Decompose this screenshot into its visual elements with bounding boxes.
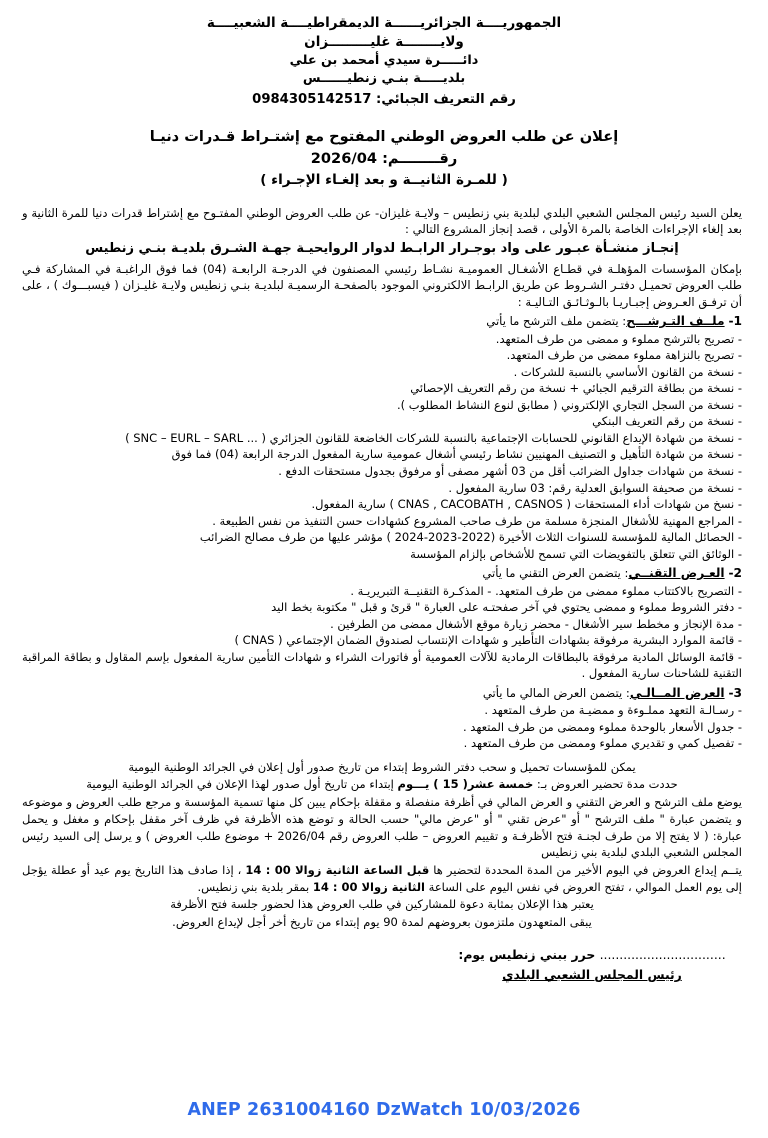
list-item: - المراجع المهنية للأشغال المنجزة مسلمة من طرف صاحب المشروع كشهادات حسن التنفيذ من نفس الطبيعة . (212, 513, 742, 528)
section-2-intro: : يتضمن العرض التقني ما يأتي (482, 566, 629, 581)
deposit-deadline-time: قبل الساعة الثانية زوالا 00 : 14 (245, 862, 430, 877)
list-item: - رسـالـة التعهد مملـوءة و ممضيـة من طرف المتعهد . (484, 703, 742, 718)
section-3-label: العرض المــالـي (629, 685, 725, 700)
eligibility-paragraph: بإمكان المؤسسات المؤهلـة في قطـاع الأشغـال العموميـة نشـاط رئيسي المصنفون في الدرجـة الرابعـة (04) فما فوق الراغبـة في المشاركة فـي طلب العروض تحميـل دفتـر الشـروط عن طريق الرابـط الالكتروني الموجود بالصفحـة الرسميـة لبلديـة بنـي زنطيس ولايـة غليـزان ( فيسبـــوك ) ، على أن ترفـق العـروض إجبـاريـا بالـوثـائـق التـاليـة : (22, 261, 742, 309)
closing-section (0, 759, 768, 931)
anep-reference: ANEP 2631004160 DzWatch 10/03/2026 (187, 1100, 581, 1120)
list-item: - جدول الأسعار بالوحدة مملوء وممضى من طرف المتعهد . (463, 719, 742, 734)
letterhead-fiscal-id: رقم التعريف الجبائي: 0984305142517 (252, 91, 516, 107)
validity-paragraph: يبقى المتعهدون ملتزمون بعروضهم لمدة 90 يوم إبتداء من تاريخ أخر أجل لإيداع العروض. (172, 914, 592, 929)
section-3-intro: : يتضمن العرض المالي ما يأتي (482, 685, 630, 700)
letterhead-republic: الجمهوريــــة الجزائريــــــة الديمقراطيــــة الشعبيــــة (206, 15, 562, 31)
signature-box (442, 945, 742, 986)
section-3-number: 3- (728, 685, 742, 700)
letterhead-commune: بلديـــــة بنـي زنطيــــــس (302, 71, 466, 87)
list-item: - مدة الإنجاز و مخطط سير الأشغال - محضر زيارة موقع الأشغال ممضى من الطرفين . (330, 616, 742, 631)
project-title: إنجـاز منشـأة عبـور على واد بوجـرار الرابـط لدوار الروايحيـة جهـة الشـرق بلديـة بنـي زنطيس (85, 241, 679, 257)
signature-date-dots: ................................ (599, 946, 726, 962)
section-1-label: ملــف التـرشـــح (626, 314, 725, 329)
list-item: - نسخة من القانون الأساسي بالنسبة للشركات . (513, 364, 742, 379)
list-item: - دفتر الشروط مملوء و ممضى يحتوي في آخر صفحتـه على العبارة " قرئ و قبل " مكتوبة بخط اليد (271, 600, 742, 615)
section-1-number: 1- (728, 314, 742, 329)
section-heading-2 (22, 565, 742, 582)
title-subtitle: ( للمـرة الثانيــة و بعد إلغـاء الإجـراء ) (260, 172, 508, 189)
page-title: إعلان عن طلب العروض الوطني المفتوح مع إشتـراط قـدرات دنيـا (149, 128, 619, 146)
section-1-intro: : يتضمن ملف الترشح ما يأتي (486, 314, 627, 329)
section-1-items (22, 331, 742, 563)
section-2-label: العـرض التقنــي (628, 566, 725, 581)
download-note: يمكن للمؤسسات تحميل و سحب دفتر الشروط إبتداء من تاريخ صدور أول إعلان في الجرائد الوطنية اليومية (128, 759, 636, 774)
footer (0, 1100, 768, 1120)
letterhead-wilaya: ولايــــــــة غليـــــــــزان (304, 34, 464, 51)
section-heading-1 (22, 313, 742, 330)
list-item: - التصريح بالاكتتاب مملوء ممضى من طرف المتعهد. - المذكـرة التقنيــة التبريريـة . (350, 583, 742, 598)
title-block (0, 126, 768, 190)
list-item: - نسخة من بطاقة الترقيم الجبائي + نسخة من رقم التعريف الإحصائي (410, 381, 742, 396)
deposit-paragraph (22, 862, 742, 895)
signature-role: رئيس المجلس الشعبي البلدي (502, 967, 682, 983)
section-heading-3 (22, 685, 742, 702)
duration-suffix: إبتداء من تاريخ أول صدور لهذا الإعلان في الجرائد الوطنية اليومية (86, 777, 398, 792)
tender-number: رقــــــــم: 2026/04 (310, 150, 458, 168)
signature-date-label: حرر ببني زنطيس يوم: (458, 946, 596, 962)
list-item: - تصريح بالنزاهة مملوء ممضى من طرف المتعهد. (506, 348, 742, 363)
list-item: - نسخة من شهادة التأهيل و التصنيف المهنيين نشاط رئيسي أشغال عمومية سارية المفعول الدرجة الرابعة (04) فما فوق (171, 447, 742, 462)
letterhead (0, 0, 768, 109)
deposit-mid: ، إذا صادف هذا التاريخ يوم عيد أو عطلة يؤجل إلى يوم العمل الموالي ، تفتح العروض في نفس اليوم على الساعة (22, 862, 742, 894)
signature-block (0, 945, 768, 986)
list-item: - نسخة من السجل التجاري الإلكتروني ( مطابق لنوع النشاط المطلوب ). (396, 397, 742, 412)
list-item: - نسخة من صحيفة السوابق العدلية رقم: 03 سارية المفعول . (448, 480, 742, 495)
list-item: - نسخة من رقم التعريف البنكي (592, 414, 742, 429)
list-item: - الحصائل المالية للمؤسسة للسنوات الثلاث الأخيرة (2022-2023-2024 ) مؤشر عليها من طرف مصالح الضرائب (199, 530, 742, 545)
list-item: - الوثائق التي تتعلق بالتفويضات التي تسمح للأشخاص بإلزام المؤسسة (410, 546, 742, 561)
section-2-number: 2- (728, 566, 742, 581)
list-item: - تفصيل كمي و تقديري مملوء وممضى من طرف المتعهد . (463, 736, 742, 751)
list-item: - قائمة الوسائل المادية مرفوقة بالبطاقات الرمادية للآلات العمومية أو فاتورات الشراء و شهادات التأمين سارية المفعول بإسم المقاول و بطاقة المراقبة التقنية للشاحنات سارية المفعول . (22, 649, 742, 681)
duration-value: خمسة عشر( 15 ) يـــوم (397, 777, 534, 792)
intro-paragraph: يعلن السيد رئيس المجلس الشعبي البلدي لبلدية بني زنطيس – ولايـة غليزان- عن طلب العروض الوطني المفتـوح مع إشتراط قدرات دنيا للمرة الثانية و بعد إلغاء الإجراءات الخاصة بالمرة الأولى ، قصد إنجاز المشروع التالي : (22, 205, 742, 236)
list-item: - نسخة من شهادة الإيداع القانوني للحسابات الإجتماعية بالنسبة للشركات الخاضعة للقانون الجزائري ( ... SNC – EURL – SARL ) (125, 430, 742, 445)
duration-paragraph (22, 776, 742, 793)
document-body (0, 205, 768, 752)
letterhead-daira: دائـــــرة سيدي أمحمد بن علي (289, 53, 479, 69)
deposit-suffix: بمقر بلدية بني زنطيس. (197, 879, 313, 894)
list-item: - نسخ من شهادات أداء المستحقات ( CNAS , CACOBATH , CASNOS ) سارية المفعول. (311, 497, 742, 512)
list-item: - تصريح بالترشح مملوء و ممضى من طرف المتعهد. (495, 331, 742, 346)
signature-date-line (458, 945, 725, 965)
section-2-items (22, 583, 742, 682)
list-item: - قائمة الموارد البشرية مرفوقة بشهادات التأطير و شهادات الإنتساب لصندوق الضمان الإجتماعي ( CNAS ) (234, 633, 742, 648)
invitation-paragraph: يعتبر هذا الإعلان بمثابة دعوة للمشاركين في طلب العروض هذا لحضور جلسة فتح الأظرفة (170, 897, 594, 912)
envelope-paragraph: يوضع ملف الترشح و العرض التقني و العرض المالي في أظرفة منفصلة و مقفلة بإحكام يبين كل منها تسمية المؤسسة و مرجع طلب العروض و موضوعه و يتضمن عبارة " ملف الترشح " أو "عرض تقني " أو "عرض مالي" حسب الحالة و توضع هذه الأظرفة في ظرف آخر مقفل بإحكام و مغفل و يحمل عبارة: ( لا يفتح إلا من طرف لجنـة فتح الأظرفـة و تقييم العروض – طلب العروض رقم 2026/04 + موضوع طلب العروض ) و يرسل إلى السيد رئيس المجلس الشعبي البلدي لبلدية بني زنطيس (22, 795, 742, 860)
list-item: - نسخة من شهادات جداول الضرائب أقل من 03 أشهر مصفى أو مرفوق بجدول مستحقات الدفع . (278, 463, 742, 478)
duration-prefix: حددت مدة تحضير العروض بـ: (533, 777, 678, 792)
section-3-items (22, 702, 742, 752)
deposit-prefix: يتــم إيداع العروض في اليوم الأخير من المدة المحددة لتحضير ها (429, 862, 742, 877)
opening-time: الثانية زوالا 00 : 14 (312, 879, 425, 894)
